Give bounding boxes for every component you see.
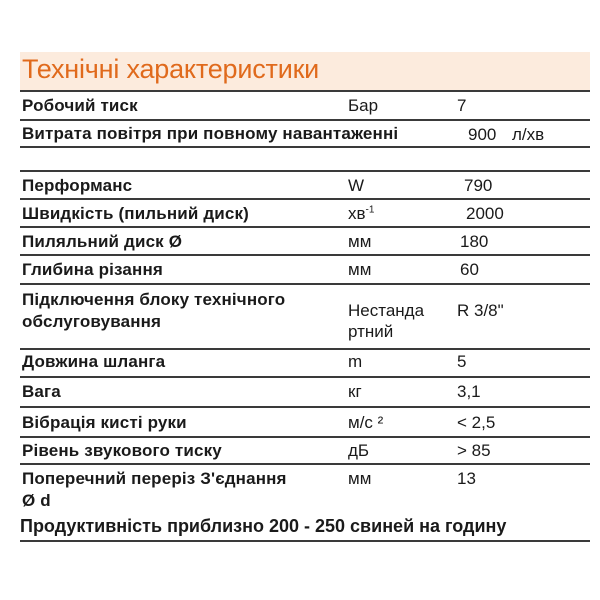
row-value: 180 [460,232,489,251]
table-row [20,465,590,513]
row-unit: W [348,176,365,195]
row-label: Глибина різання [22,260,163,279]
table-row [20,285,590,350]
row-value: R 3/8" [457,301,504,320]
row-unit: дБ [348,441,370,460]
table-row [20,408,590,438]
page-title: Технічні характеристики [22,54,320,84]
row-unit: m [348,352,363,371]
footer-note: Продуктивність приблизно 200 - 250 свиней на годину [20,516,507,536]
table-row [20,350,590,378]
row-value: 3,1 [457,382,481,401]
row-value: 60 [460,260,479,279]
row-unit: кг [348,382,362,401]
row-value-unit: л/хв [512,125,545,144]
table-row [20,90,590,121]
table-row [20,378,590,408]
row-label: Довжина шланга [22,352,166,371]
row-value: 900 [468,125,497,144]
row-unit: м/с ² [348,413,384,432]
table-row [20,438,590,465]
row-label: Перформанс [22,176,133,195]
row-label-line1: Поперечний переріз З'єднання [22,469,287,488]
row-value: > 85 [457,441,491,460]
row-label-line2: обслуговування [22,312,162,331]
row-value: < 2,5 [457,413,496,432]
row-label-line1: Підключення блоку технічного [22,290,286,309]
row-value: 5 [457,352,467,371]
row-label: Вібрація кисті руки [22,413,187,432]
row-value: 7 [457,96,467,115]
row-unit: мм [348,232,372,251]
table-row [20,256,590,285]
row-unit: мм [348,469,372,488]
row-label-line2: Ø d [22,491,51,510]
row-label: Швидкість (пильний диск) [22,204,249,223]
row-label: Пиляльний диск Ø [22,232,183,251]
row-value: 2000 [466,204,504,223]
row-label: Рівень звукового тиску [22,441,222,460]
table-row [20,200,590,228]
row-unit-line1: Нестанда [348,301,425,320]
table-row [20,119,590,148]
row-unit: мм [348,260,372,279]
table-row [20,172,590,200]
row-unit-line2: ртний [348,322,394,341]
row-unit: $хв^{-1}$ [348,204,375,223]
table-row [20,228,590,256]
table-row-spacer [20,148,590,172]
row-label: Витрата повітря при повному навантаженні [22,124,399,143]
row-label: Робочий тиск [22,96,138,115]
footer-divider [20,540,590,542]
row-value: 13 [457,469,476,488]
row-value: 790 [464,176,493,195]
row-label: Вага [22,382,61,401]
row-unit: Бар [348,96,379,115]
